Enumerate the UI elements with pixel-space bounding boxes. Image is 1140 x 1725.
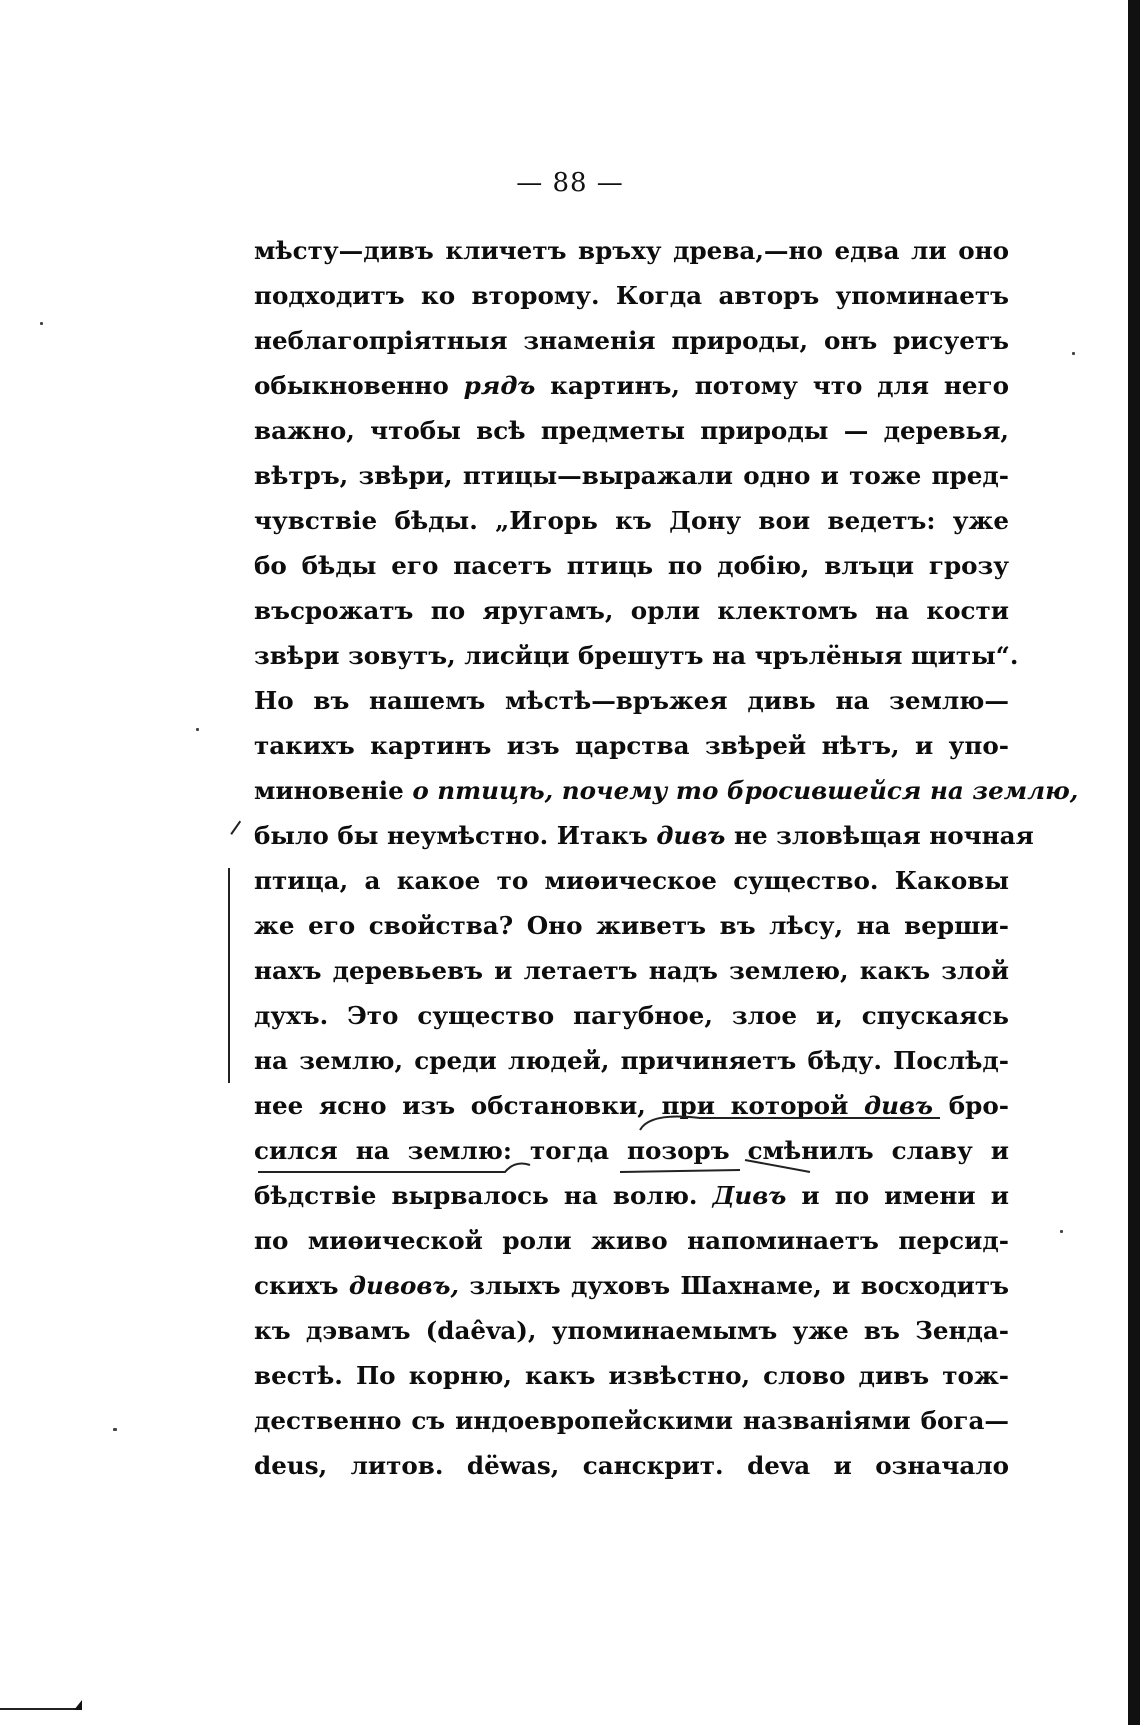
text-line	[254, 1353, 1009, 1398]
italic-text-segment: дивъ	[656, 821, 726, 850]
text-segment: мѣсту—дивъ кличетъ връху древа,—но едва ли оно	[254, 236, 1009, 265]
text-segment: же его свойства? Оно живетъ въ лѣсу, на верши-	[254, 911, 1009, 940]
text-line	[254, 678, 1009, 723]
text-segment: нее ясно изъ обстановки, при которой	[254, 1091, 865, 1120]
speck-mark	[196, 728, 199, 731]
text-line	[254, 1263, 1009, 1308]
text-line	[254, 1398, 1009, 1443]
speck-mark	[40, 322, 43, 325]
page-binding-edge	[1128, 0, 1140, 1725]
text-segment: чувствіе бѣды. „Игорь къ Дону вои ведетъ: уже	[254, 506, 1009, 535]
text-line	[254, 273, 1009, 318]
text-line	[254, 768, 1079, 813]
text-line	[254, 903, 1009, 948]
speck-mark	[113, 1428, 117, 1431]
text-line	[254, 1128, 1009, 1173]
text-line	[254, 1083, 1009, 1128]
text-line	[254, 723, 1009, 768]
text-line	[254, 1038, 1009, 1083]
margin-tick-mark	[230, 821, 247, 840]
text-segment: обыкновенно	[254, 371, 464, 400]
text-line	[254, 543, 1009, 588]
text-segment: подходитъ ко второму. Когда авторъ упоминаетъ	[254, 281, 1009, 310]
text-segment: духъ. Это существо пагубное, злое и, спускаясь	[254, 1001, 1009, 1030]
text-segment: сился на землю: тогда позоръ смѣнилъ славу и	[254, 1136, 1009, 1165]
text-line	[254, 1218, 1009, 1263]
text-segment: неблагопріятныя знаменія природы, онъ рисуетъ	[254, 326, 1009, 355]
text-line	[254, 858, 1009, 903]
text-line	[254, 813, 1034, 858]
italic-text-segment: дивъ	[864, 1091, 934, 1120]
text-line	[254, 1443, 1009, 1488]
text-line	[254, 363, 1009, 408]
text-segment: бро-	[933, 1091, 1009, 1120]
speck-mark	[1060, 1230, 1063, 1233]
text-segment: дественно съ индоевропейскими названіями бога—	[254, 1406, 1009, 1435]
text-line	[254, 318, 1009, 363]
text-segment: было бы неумѣстно. Итакъ	[254, 821, 657, 850]
margin-vertical-line-mark	[228, 868, 230, 1083]
text-segment: миновеніе	[254, 776, 413, 805]
corner-rule-mark	[0, 1708, 82, 1710]
speck-mark	[1072, 352, 1075, 355]
text-segment: картинъ, потому что для него	[535, 371, 1009, 400]
text-line	[254, 1173, 1009, 1218]
text-segment: такихъ картинъ изъ царства звѣрей нѣтъ, и упо-	[254, 731, 1009, 760]
text-segment: злыхъ духовъ Шахнаме, и восходитъ	[459, 1271, 1009, 1300]
text-segment: скихъ	[254, 1271, 349, 1300]
text-line	[254, 588, 1009, 633]
page-number: — 88 —	[516, 168, 624, 198]
text-segment: звѣри зовутъ, лисйци брешутъ на чрълёныя щиты“.	[254, 641, 1019, 670]
text-segment: вѣтръ, звѣри, птицы—выражали одно и тоже пред-	[254, 461, 1009, 490]
text-line	[254, 408, 1009, 453]
text-segment: къ дэвамъ (daêva), упоминаемымъ уже въ Зенда-	[254, 1316, 1009, 1345]
italic-text-segment: рядъ	[463, 371, 536, 400]
text-segment: не зловѣщая ночная	[725, 821, 1034, 850]
text-segment: важно, чтобы всѣ предметы природы — деревья,	[254, 416, 1009, 445]
text-line	[254, 948, 1009, 993]
text-segment: нахъ деревьевъ и летаетъ надъ землею, какъ злой	[254, 956, 1009, 985]
text-line	[254, 633, 1019, 678]
text-segment: и по имени и	[786, 1181, 1009, 1210]
italic-text-segment: дивовъ,	[348, 1271, 460, 1300]
text-segment: на землю, среди людей, причиняетъ бѣду. Послѣд-	[254, 1046, 1009, 1075]
text-segment: въсрожатъ по яругамъ, орли клектомъ на кости	[254, 596, 1009, 625]
text-segment: бо бѣды его пасетъ птиць по добію, влъци грозу	[254, 551, 1009, 580]
text-line	[254, 453, 1009, 498]
text-line	[254, 1308, 1009, 1353]
italic-text-segment: Дивъ	[712, 1181, 787, 1210]
text-segment: Но въ нашемъ мѣстѣ—връжея дивь на землю—	[254, 686, 1009, 715]
text-segment: deus, литов. dëwas, санскрит. deva и означало	[254, 1451, 1009, 1480]
text-line	[254, 993, 1009, 1038]
text-segment: птица, а какое то миѳическое существо. Каковы	[254, 866, 1009, 895]
text-line	[254, 228, 1009, 273]
text-segment: вестѣ. По корню, какъ извѣстно, слово дивъ тож-	[254, 1361, 1009, 1390]
body-text	[254, 228, 1079, 1488]
italic-text-segment: о птицѣ, почему то бросившейся на землю,	[412, 776, 1079, 805]
text-segment: по миѳической роли живо напоминаетъ персид-	[254, 1226, 1009, 1255]
text-segment: бѣдствіе вырвалось на волю.	[254, 1181, 713, 1210]
text-line	[254, 498, 1009, 543]
